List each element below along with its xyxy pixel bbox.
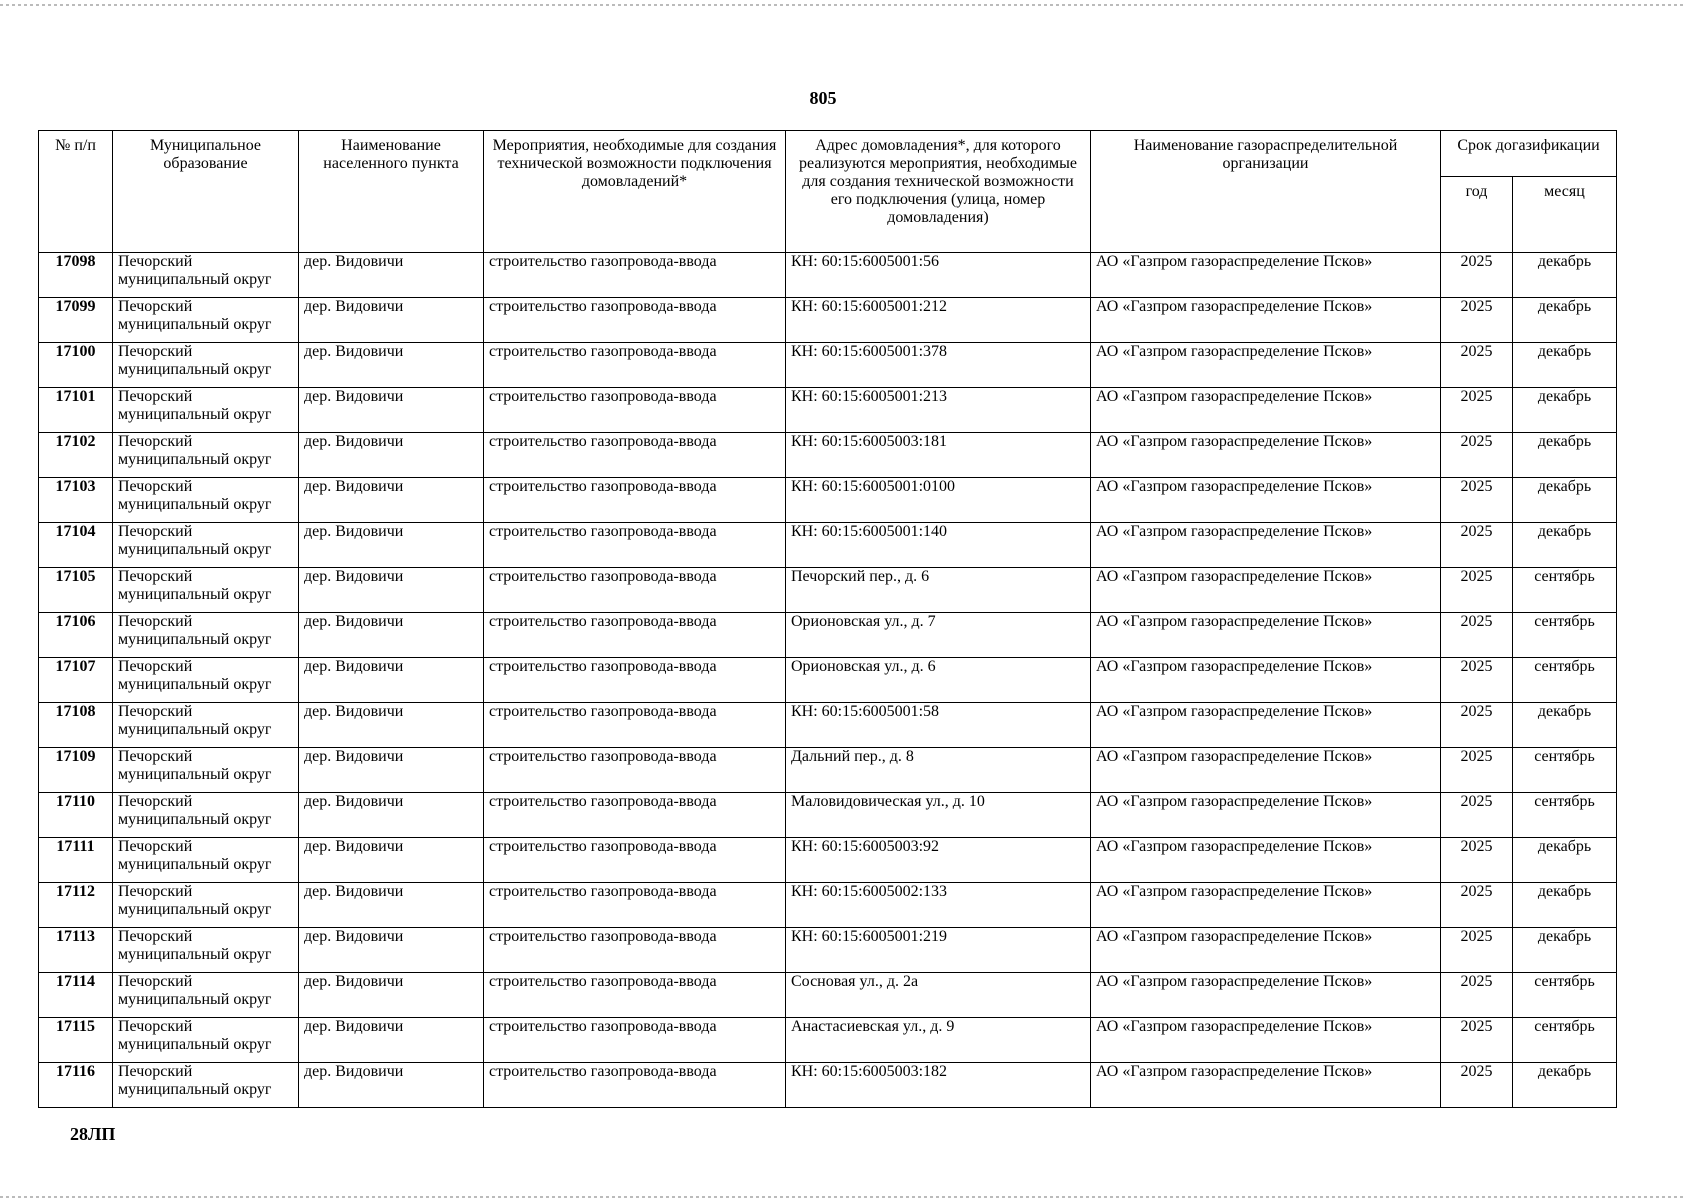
- cell-num: 17109: [39, 748, 113, 793]
- table-row: [39, 973, 1617, 1018]
- cell-year: 2025: [1441, 343, 1513, 388]
- cell-organization: АО «Газпром газораспределение Псков»: [1091, 433, 1441, 478]
- cell-organization: АО «Газпром газораспределение Псков»: [1091, 298, 1441, 343]
- cell-measures: строительство газопровода-ввода: [484, 1063, 786, 1108]
- cell-num: 17113: [39, 928, 113, 973]
- cell-organization: АО «Газпром газораспределение Псков»: [1091, 343, 1441, 388]
- cell-month: декабрь: [1513, 703, 1617, 748]
- cell-address: КН: 60:15:6005001:378: [786, 343, 1091, 388]
- cell-municipality: Печорский муниципальный округ: [113, 883, 299, 928]
- cell-municipality: Печорский муниципальный округ: [113, 388, 299, 433]
- cell-month: декабрь: [1513, 883, 1617, 928]
- cell-address: КН: 60:15:6005003:181: [786, 433, 1091, 478]
- cell-settlement: дер. Видовичи: [299, 478, 484, 523]
- cell-measures: строительство газопровода-ввода: [484, 928, 786, 973]
- cell-organization: АО «Газпром газораспределение Псков»: [1091, 928, 1441, 973]
- cell-municipality: Печорский муниципальный округ: [113, 613, 299, 658]
- cell-settlement: дер. Видовичи: [299, 928, 484, 973]
- cell-settlement: дер. Видовичи: [299, 523, 484, 568]
- cell-organization: АО «Газпром газораспределение Псков»: [1091, 478, 1441, 523]
- cell-month: сентябрь: [1513, 658, 1617, 703]
- cell-num: 17115: [39, 1018, 113, 1063]
- cell-address: КН: 60:15:6005001:56: [786, 253, 1091, 298]
- cell-num: 17102: [39, 433, 113, 478]
- cell-year: 2025: [1441, 658, 1513, 703]
- cell-measures: строительство газопровода-ввода: [484, 793, 786, 838]
- cell-year: 2025: [1441, 1018, 1513, 1063]
- cell-settlement: дер. Видовичи: [299, 343, 484, 388]
- cell-organization: АО «Газпром газораспределение Псков»: [1091, 658, 1441, 703]
- table-row: [39, 748, 1617, 793]
- cell-year: 2025: [1441, 1063, 1513, 1108]
- table-row: [39, 793, 1617, 838]
- scan-edge-bottom: [0, 1196, 1686, 1198]
- cell-municipality: Печорский муниципальный округ: [113, 1018, 299, 1063]
- gasification-table: [38, 130, 1617, 1108]
- table-row: [39, 703, 1617, 748]
- cell-year: 2025: [1441, 838, 1513, 883]
- cell-month: декабрь: [1513, 343, 1617, 388]
- cell-month: сентябрь: [1513, 973, 1617, 1018]
- cell-organization: АО «Газпром газораспределение Псков»: [1091, 703, 1441, 748]
- cell-municipality: Печорский муниципальный округ: [113, 748, 299, 793]
- cell-num: 17106: [39, 613, 113, 658]
- cell-measures: строительство газопровода-ввода: [484, 748, 786, 793]
- cell-measures: строительство газопровода-ввода: [484, 523, 786, 568]
- cell-address: КН: 60:15:6005001:0100: [786, 478, 1091, 523]
- header-organization: Наименование газораспределительной организации: [1091, 131, 1441, 253]
- table-row: [39, 883, 1617, 928]
- cell-measures: строительство газопровода-ввода: [484, 478, 786, 523]
- cell-address: КН: 60:15:6005003:182: [786, 1063, 1091, 1108]
- cell-organization: АО «Газпром газораспределение Псков»: [1091, 523, 1441, 568]
- cell-month: декабрь: [1513, 1063, 1617, 1108]
- cell-settlement: дер. Видовичи: [299, 973, 484, 1018]
- cell-municipality: Печорский муниципальный округ: [113, 973, 299, 1018]
- cell-settlement: дер. Видовичи: [299, 253, 484, 298]
- cell-organization: АО «Газпром газораспределение Псков»: [1091, 1018, 1441, 1063]
- cell-year: 2025: [1441, 928, 1513, 973]
- cell-organization: АО «Газпром газораспределение Псков»: [1091, 748, 1441, 793]
- cell-municipality: Печорский муниципальный округ: [113, 793, 299, 838]
- cell-num: 17103: [39, 478, 113, 523]
- cell-settlement: дер. Видовичи: [299, 388, 484, 433]
- cell-municipality: Печорский муниципальный округ: [113, 478, 299, 523]
- cell-num: 17112: [39, 883, 113, 928]
- cell-year: 2025: [1441, 883, 1513, 928]
- cell-municipality: Печорский муниципальный округ: [113, 1063, 299, 1108]
- cell-settlement: дер. Видовичи: [299, 748, 484, 793]
- cell-address: КН: 60:15:6005001:212: [786, 298, 1091, 343]
- cell-address: КН: 60:15:6005001:58: [786, 703, 1091, 748]
- cell-organization: АО «Газпром газораспределение Псков»: [1091, 793, 1441, 838]
- table-row: [39, 1063, 1617, 1108]
- table-row: [39, 478, 1617, 523]
- cell-month: декабрь: [1513, 253, 1617, 298]
- cell-month: декабрь: [1513, 478, 1617, 523]
- cell-year: 2025: [1441, 388, 1513, 433]
- cell-num: 17110: [39, 793, 113, 838]
- cell-year: 2025: [1441, 478, 1513, 523]
- cell-address: КН: 60:15:6005002:133: [786, 883, 1091, 928]
- cell-settlement: дер. Видовичи: [299, 433, 484, 478]
- cell-municipality: Печорский муниципальный округ: [113, 703, 299, 748]
- cell-year: 2025: [1441, 568, 1513, 613]
- cell-organization: АО «Газпром газораспределение Псков»: [1091, 838, 1441, 883]
- cell-measures: строительство газопровода-ввода: [484, 703, 786, 748]
- table-row: [39, 928, 1617, 973]
- cell-municipality: Печорский муниципальный округ: [113, 298, 299, 343]
- cell-year: 2025: [1441, 523, 1513, 568]
- cell-year: 2025: [1441, 613, 1513, 658]
- cell-month: декабрь: [1513, 838, 1617, 883]
- scan-edge-top: [0, 4, 1686, 6]
- cell-month: сентябрь: [1513, 748, 1617, 793]
- cell-address: Орионовская ул., д. 6: [786, 658, 1091, 703]
- cell-num: 17116: [39, 1063, 113, 1108]
- cell-year: 2025: [1441, 973, 1513, 1018]
- cell-address: Маловидовическая ул., д. 10: [786, 793, 1091, 838]
- cell-year: 2025: [1441, 703, 1513, 748]
- cell-month: декабрь: [1513, 388, 1617, 433]
- cell-settlement: дер. Видовичи: [299, 838, 484, 883]
- header-measures: Мероприятия, необходимые для создания технической возможности подключения домовладений*: [484, 131, 786, 253]
- cell-address: Орионовская ул., д. 7: [786, 613, 1091, 658]
- footer-code: 28ЛП: [70, 1124, 116, 1144]
- cell-address: Сосновая ул., д. 2а: [786, 973, 1091, 1018]
- cell-address: КН: 60:15:6005001:219: [786, 928, 1091, 973]
- cell-month: сентябрь: [1513, 1018, 1617, 1063]
- cell-measures: строительство газопровода-ввода: [484, 973, 786, 1018]
- cell-municipality: Печорский муниципальный округ: [113, 253, 299, 298]
- table-row: [39, 838, 1617, 883]
- cell-month: сентябрь: [1513, 613, 1617, 658]
- table-row: [39, 658, 1617, 703]
- cell-organization: АО «Газпром газораспределение Псков»: [1091, 568, 1441, 613]
- cell-settlement: дер. Видовичи: [299, 613, 484, 658]
- cell-num: 17099: [39, 298, 113, 343]
- cell-address: Дальний пер., д. 8: [786, 748, 1091, 793]
- cell-measures: строительство газопровода-ввода: [484, 1018, 786, 1063]
- header-settlement: Наименование населенного пункта: [299, 131, 484, 253]
- cell-settlement: дер. Видовичи: [299, 1063, 484, 1108]
- header-municipality: Муниципальное образование: [113, 131, 299, 253]
- cell-measures: строительство газопровода-ввода: [484, 433, 786, 478]
- cell-num: 17101: [39, 388, 113, 433]
- header-deadline: Срок догазификации: [1441, 131, 1617, 177]
- cell-measures: строительство газопровода-ввода: [484, 298, 786, 343]
- cell-measures: строительство газопровода-ввода: [484, 568, 786, 613]
- cell-settlement: дер. Видовичи: [299, 793, 484, 838]
- cell-municipality: Печорский муниципальный округ: [113, 658, 299, 703]
- cell-month: декабрь: [1513, 298, 1617, 343]
- cell-municipality: Печорский муниципальный округ: [113, 928, 299, 973]
- cell-settlement: дер. Видовичи: [299, 703, 484, 748]
- cell-num: 17100: [39, 343, 113, 388]
- table-body: [39, 253, 1617, 1108]
- cell-num: 17104: [39, 523, 113, 568]
- cell-organization: АО «Газпром газораспределение Псков»: [1091, 613, 1441, 658]
- table-row: [39, 433, 1617, 478]
- cell-address: Печорский пер., д. 6: [786, 568, 1091, 613]
- cell-year: 2025: [1441, 433, 1513, 478]
- cell-month: декабрь: [1513, 433, 1617, 478]
- table-row: [39, 568, 1617, 613]
- cell-year: 2025: [1441, 793, 1513, 838]
- cell-address: КН: 60:15:6005001:140: [786, 523, 1091, 568]
- table-row: [39, 343, 1617, 388]
- cell-organization: АО «Газпром газораспределение Псков»: [1091, 1063, 1441, 1108]
- table-row: [39, 388, 1617, 433]
- cell-year: 2025: [1441, 298, 1513, 343]
- cell-settlement: дер. Видовичи: [299, 658, 484, 703]
- cell-municipality: Печорский муниципальный округ: [113, 523, 299, 568]
- header-address: Адрес домовладения*, для которого реализуются мероприятия, необходимые для создания технической возможности его подключения (улица, номер домовладения): [786, 131, 1091, 253]
- cell-organization: АО «Газпром газораспределение Псков»: [1091, 388, 1441, 433]
- table-row: [39, 298, 1617, 343]
- header-num: № п/п: [39, 131, 113, 253]
- cell-municipality: Печорский муниципальный округ: [113, 568, 299, 613]
- cell-organization: АО «Газпром газораспределение Псков»: [1091, 973, 1441, 1018]
- cell-settlement: дер. Видовичи: [299, 298, 484, 343]
- cell-municipality: Печорский муниципальный округ: [113, 433, 299, 478]
- page-number: 805: [809, 88, 837, 108]
- cell-num: 17098: [39, 253, 113, 298]
- cell-measures: строительство газопровода-ввода: [484, 883, 786, 928]
- cell-month: сентябрь: [1513, 793, 1617, 838]
- cell-num: 17105: [39, 568, 113, 613]
- cell-measures: строительство газопровода-ввода: [484, 253, 786, 298]
- cell-measures: строительство газопровода-ввода: [484, 388, 786, 433]
- cell-organization: АО «Газпром газораспределение Псков»: [1091, 253, 1441, 298]
- cell-municipality: Печорский муниципальный округ: [113, 343, 299, 388]
- header-year: год: [1441, 177, 1513, 253]
- cell-measures: строительство газопровода-ввода: [484, 658, 786, 703]
- cell-year: 2025: [1441, 748, 1513, 793]
- cell-organization: АО «Газпром газораспределение Псков»: [1091, 883, 1441, 928]
- cell-num: 17114: [39, 973, 113, 1018]
- cell-measures: строительство газопровода-ввода: [484, 613, 786, 658]
- header-month: месяц: [1513, 177, 1617, 253]
- table-row: [39, 613, 1617, 658]
- cell-measures: строительство газопровода-ввода: [484, 343, 786, 388]
- cell-month: декабрь: [1513, 928, 1617, 973]
- cell-month: декабрь: [1513, 523, 1617, 568]
- cell-address: КН: 60:15:6005003:92: [786, 838, 1091, 883]
- cell-month: сентябрь: [1513, 568, 1617, 613]
- cell-year: 2025: [1441, 253, 1513, 298]
- table-row: [39, 523, 1617, 568]
- cell-municipality: Печорский муниципальный округ: [113, 838, 299, 883]
- cell-measures: строительство газопровода-ввода: [484, 838, 786, 883]
- cell-settlement: дер. Видовичи: [299, 1018, 484, 1063]
- cell-num: 17108: [39, 703, 113, 748]
- cell-num: 17107: [39, 658, 113, 703]
- cell-address: КН: 60:15:6005001:213: [786, 388, 1091, 433]
- table-row: [39, 253, 1617, 298]
- cell-settlement: дер. Видовичи: [299, 883, 484, 928]
- cell-settlement: дер. Видовичи: [299, 568, 484, 613]
- table-row: [39, 1018, 1617, 1063]
- cell-address: Анастасиевская ул., д. 9: [786, 1018, 1091, 1063]
- cell-num: 17111: [39, 838, 113, 883]
